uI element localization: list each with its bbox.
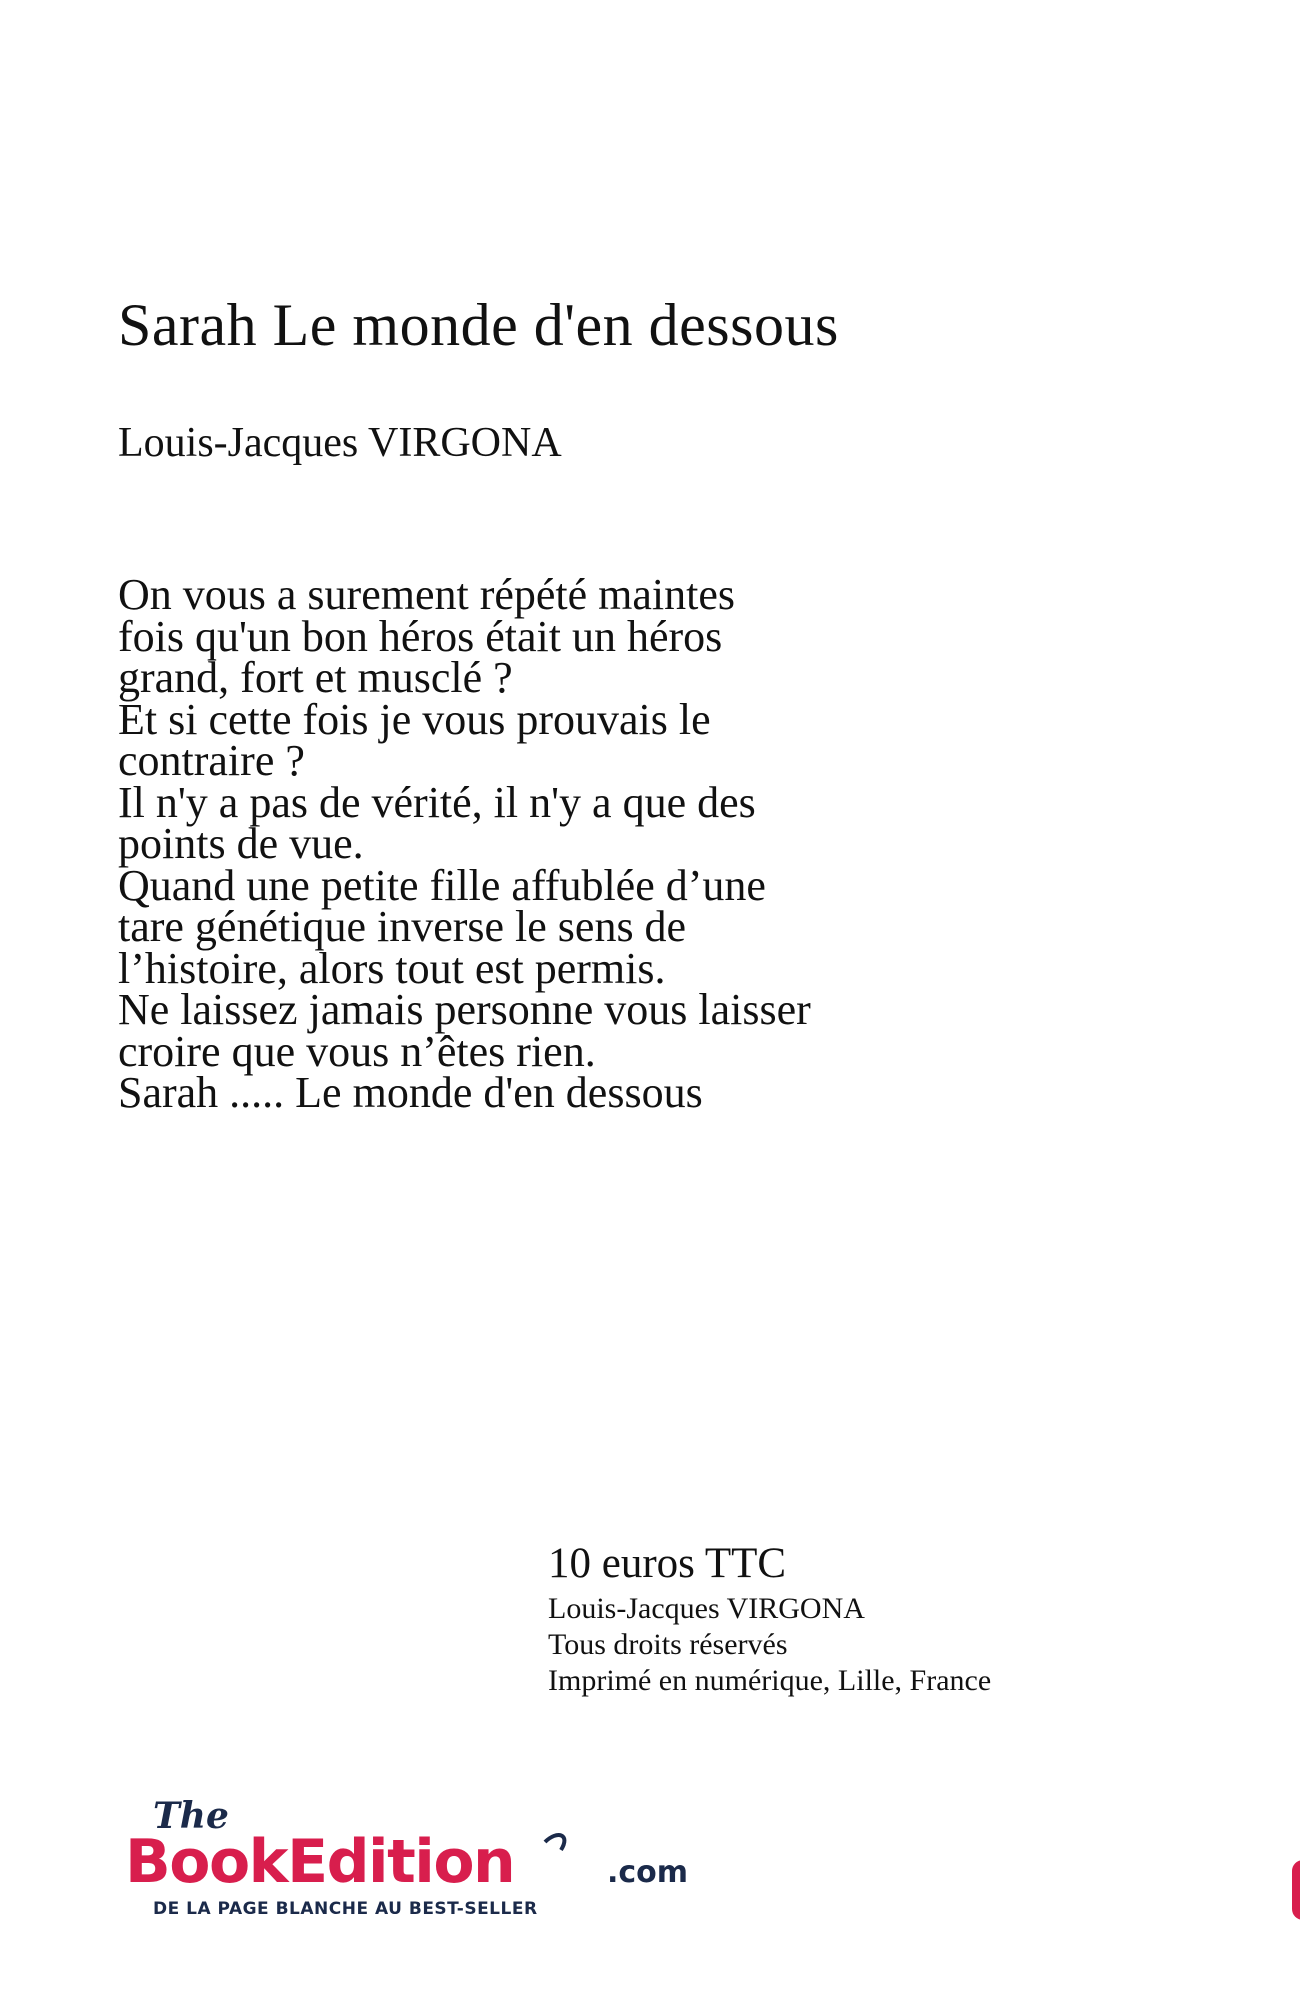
colophon <box>548 1540 1188 1699</box>
blurb-line: Sarah ..... Le monde d'en dessous <box>118 1068 703 1117</box>
blurb-line: Ne laissez jamais personne vous laisser <box>118 985 811 1034</box>
blurb-line: Quand une petite fille affublée d’une <box>118 860 766 910</box>
colophon-printing: Imprimé en numérique, Lille, France <box>548 1664 992 1698</box>
back-cover-blurb <box>118 570 1018 1117</box>
blurb-line: On vous a surement répété maintes <box>118 570 736 619</box>
logo-domain: .com <box>607 1855 689 1890</box>
blurb-line: croire que vous n’êtes rien. <box>118 1026 596 1076</box>
blurb-line: Il n'y a pas de vérité, il n'y a que des <box>118 777 756 827</box>
logo-the: The <box>153 1795 229 1837</box>
colophon-author: Louis-Jacques VIRGONA <box>548 1592 865 1626</box>
publisher-logo <box>125 1790 705 1920</box>
blurb-line: Et si cette fois je vous prouvais le <box>118 694 711 744</box>
logo-tagline: DE LA PAGE BLANCHE AU BEST-SELLER <box>153 1899 538 1919</box>
blurb-line: l’histoire, alors tout est permis. <box>118 943 666 993</box>
book-author: Louis-Jacques VIRGONA <box>118 420 562 466</box>
blurb-line: fois qu'un bon héros était un héros <box>118 611 723 661</box>
quill-icon <box>545 1835 564 1850</box>
bookedition-logo-graphic <box>125 1790 705 1920</box>
blurb-line: grand, fort et musclé ? <box>118 653 513 702</box>
book-title: Sarah Le monde d'en dessous <box>118 292 839 358</box>
price: 10 euros TTC <box>548 1540 787 1587</box>
edge-mark <box>1292 1860 1300 1920</box>
blurb-line: tare génétique inverse le sens de <box>118 902 687 951</box>
blurb-line: points de vue. <box>118 819 364 868</box>
blurb-line: contraire ? <box>118 736 305 785</box>
logo-name: BookEdition <box>125 1827 515 1897</box>
colophon-rights: Tous droits réservés <box>548 1628 788 1662</box>
